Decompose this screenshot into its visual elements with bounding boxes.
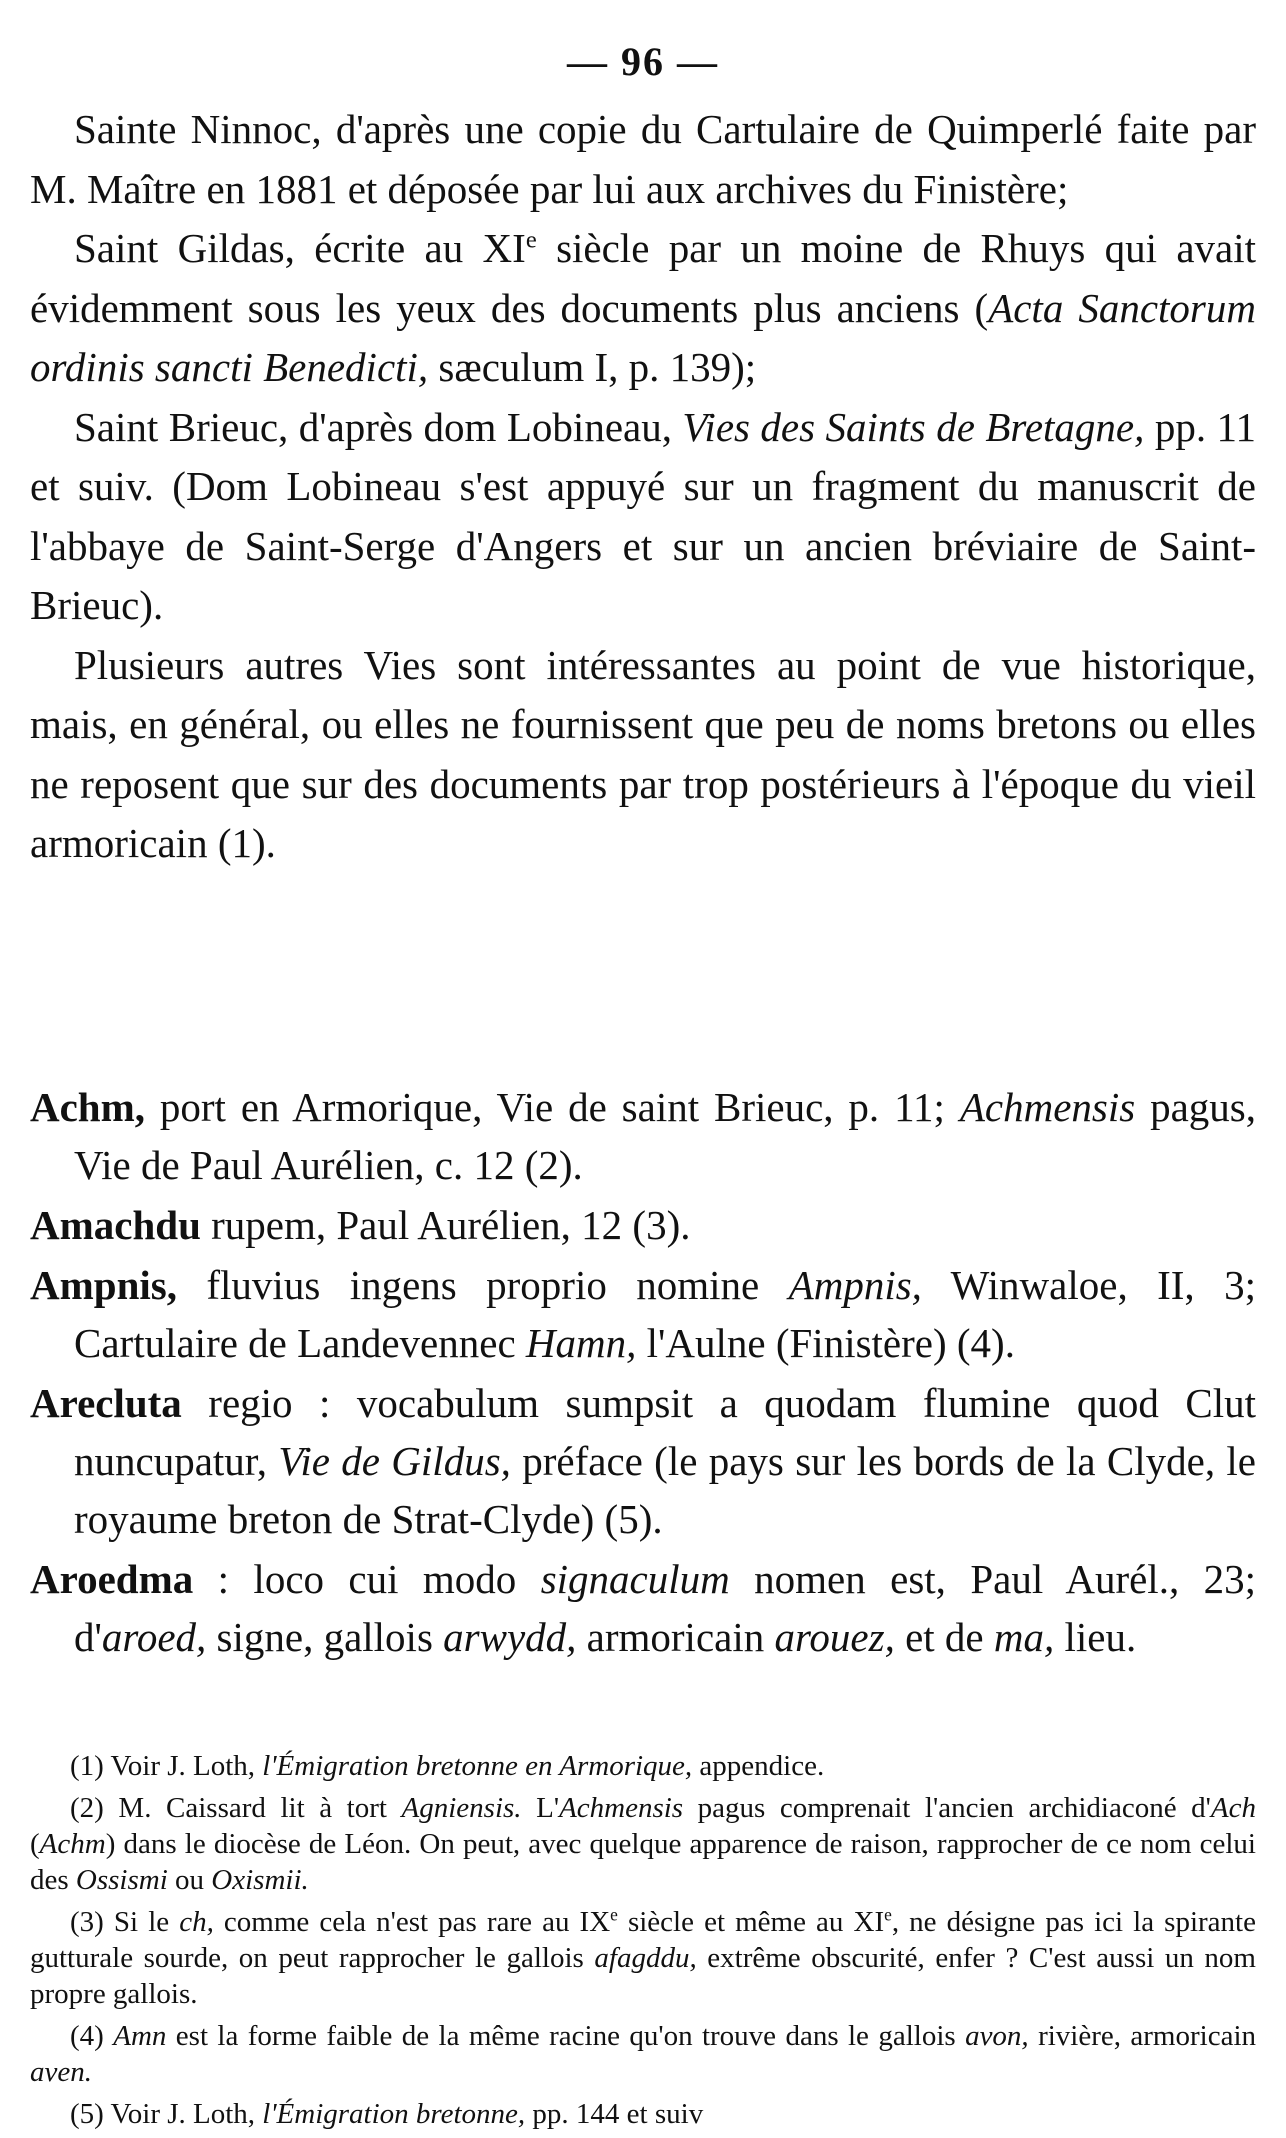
- glossary-entry-amachdu: [30, 1196, 1256, 1254]
- entry-text: port en Armorique, Vie de saint Brieuc, p. 11;: [145, 1084, 960, 1130]
- entry-text: l'Aulne (Finistère) (4).: [636, 1320, 1015, 1366]
- footnote-mark: (5): [70, 2098, 104, 2130]
- entry-text: lieu.: [1054, 1614, 1137, 1660]
- glossary-entry-arecluta: [30, 1374, 1256, 1548]
- paragraph-text: Plusieurs autres Vies sont intéressantes au point de vue historique, mais, en général, ou elles ne fournissent que peu de noms bretons ou elles ne reposent que sur des documents par trop postérieurs à l'époque du vieil armoricain (1).: [30, 641, 1256, 866]
- paragraph-saint-gildas: [30, 219, 1256, 398]
- footnote-italic: l'Émigration bretonne,: [262, 2098, 526, 2130]
- paragraph-saint-brieuc: [30, 398, 1256, 636]
- footnote-mark: (2): [70, 1792, 104, 1824]
- paragraph-text: pp. 11 et suiv. (Dom Lobineau s'est appuyé sur un fragment du manuscrit de l'abbaye de Saint-Serge d'Angers et sur un ancien bréviaire de Saint-Brieuc).: [30, 403, 1256, 628]
- entry-text: armoricain: [576, 1614, 775, 1660]
- glossary-list: [30, 1078, 1256, 1668]
- footnote-italic: Ossismi: [75, 1864, 168, 1896]
- footnote-italic: afagddu,: [594, 1942, 697, 1974]
- footnote-text: rivière, armoricain: [1028, 2020, 1257, 2052]
- entry-italic: aroed,: [101, 1614, 207, 1660]
- footnote-text: ) dans le diocèse de Léon. On peut, avec quelque apparence de raison, rapprocher de ce nom celui des: [30, 1828, 1256, 1896]
- footnote-text: [104, 2020, 113, 2052]
- footnote-italic: Achm: [39, 1828, 106, 1860]
- footnote-text: pp. 144 et suiv: [525, 2098, 704, 2130]
- entry-headword: Achm,: [30, 1084, 146, 1130]
- entry-italic: arouez,: [774, 1614, 895, 1660]
- footnote-italic: Achmensis: [559, 1792, 684, 1824]
- paragraph-sainte-ninnoc: [30, 100, 1256, 219]
- italic-title: Vies des Saints de Bretagne,: [682, 403, 1145, 450]
- entry-headword: Aroedma: [30, 1556, 194, 1602]
- footnote-italic: Amn: [113, 2020, 167, 2052]
- entry-text: pagus, Vie de Paul Aurélien, c. 12 (2).: [74, 1084, 1256, 1188]
- footnote-mark: (3): [70, 1906, 104, 1938]
- footnote-text: Voir J. Loth,: [103, 2098, 263, 2130]
- entry-text: préface (le pays sur les bords de la Clyde, le royaume breton de Strat-Clyde) (5).: [74, 1438, 1256, 1542]
- footnote-3: [30, 1904, 1256, 2012]
- entry-italic: arwydd,: [443, 1614, 577, 1660]
- entry-italic: ma,: [993, 1614, 1055, 1660]
- footnote-italic: aven.: [30, 2056, 92, 2088]
- footnote-text: , ne désigne pas ici la spirante gutturale sourde, on peut rapprocher le gallois: [30, 1906, 1256, 1974]
- footnote-text: Voir J. Loth,: [103, 1750, 263, 1782]
- entry-text: nomen est, Paul Aurél., 23; d': [74, 1556, 1256, 1660]
- footnote-text: comme cela n'est pas rare au IX: [213, 1906, 611, 1938]
- entry-headword: Arecluta: [30, 1380, 182, 1426]
- superscript: e: [610, 1904, 618, 1925]
- paragraph-autres-vies: [30, 636, 1256, 874]
- paragraph-text: sæculum I, p. 139);: [428, 344, 757, 390]
- glossary-entry-achm: [30, 1078, 1256, 1194]
- footnote-italic: l'Émigration bretonne en Armorique,: [262, 1750, 693, 1782]
- glossary-entry-aroedma: [30, 1550, 1256, 1666]
- footnote-text: siècle et même au XI: [617, 1906, 885, 1938]
- entry-italic: Vie de Gildus,: [278, 1438, 511, 1484]
- entry-text: signe, gallois: [206, 1614, 444, 1660]
- footnote-2: [30, 1790, 1256, 1898]
- footnote-italic: Agniensis.: [401, 1792, 522, 1824]
- superscript: e: [884, 1904, 892, 1925]
- footnote-5: [30, 2096, 1256, 2132]
- footnote-text: (: [30, 1828, 40, 1860]
- footnote-text: appendice.: [692, 1750, 825, 1782]
- footnote-italic: ch,: [179, 1906, 214, 1938]
- footnote-text: est la forme faible de la même racine qu'on trouve dans le gallois: [166, 2020, 966, 2052]
- paragraph-text: Sainte Ninnoc, d'après une copie du Cartulaire de Quimperlé faite par M. Maître en 1881 et déposée par lui aux archives du Finistère;: [30, 106, 1256, 212]
- entry-italic: signaculum: [540, 1556, 730, 1602]
- footnotes: [30, 1748, 1256, 2138]
- italic-title: Acta Sanctorum ordinis sancti Benedicti,: [30, 284, 1256, 390]
- body-text: [30, 100, 1256, 874]
- footnote-mark: (4): [70, 2020, 104, 2052]
- footnote-text: pagus comprenait l'ancien archidiaconé d': [683, 1792, 1211, 1824]
- entry-headword: Amachdu: [30, 1202, 201, 1248]
- entry-text: Winwaloe, II, 3; Cartulaire de Landevennec: [74, 1262, 1256, 1366]
- paragraph-text: Saint Brieuc, d'après dom Lobineau,: [74, 403, 683, 450]
- entry-text: rupem, Paul Aurélien, 12 (3).: [200, 1202, 691, 1248]
- entry-italic: Achmensis: [959, 1084, 1136, 1130]
- footnote-italic: avon,: [965, 2020, 1029, 2052]
- footnote-mark: (1): [70, 1750, 104, 1782]
- footnote-4: [30, 2018, 1256, 2090]
- footnote-1: [30, 1748, 1256, 1784]
- entry-italic: Ampnis,: [788, 1262, 922, 1308]
- entry-text: fluvius ingens proprio nomine: [176, 1262, 789, 1308]
- superscript: e: [525, 226, 537, 254]
- footnote-italic: Ach: [1210, 1792, 1256, 1824]
- footnote-text: L': [521, 1792, 560, 1824]
- paragraph-text: Saint Gildas, écrite au XI: [74, 225, 526, 271]
- footnote-text: ou: [167, 1864, 212, 1896]
- paragraph-text: siècle par un moine de Rhuys qui avait évidemment sous les yeux des documents plus anciens (: [30, 225, 1256, 331]
- entry-italic: Hamn,: [525, 1320, 637, 1366]
- entry-headword: Ampnis,: [30, 1262, 177, 1308]
- footnote-text: extrême obscurité, enfer ? C'est aussi un nom propre gallois.: [30, 1942, 1256, 2010]
- footnote-text: M. Caissard lit à tort: [103, 1792, 402, 1824]
- glossary-entry-ampnis: [30, 1256, 1256, 1372]
- entry-text: et de: [894, 1614, 994, 1660]
- entry-text: regio : vocabulum sumpsit a quodam flumine quod Clut nuncupatur,: [74, 1380, 1256, 1484]
- footnote-italic: Oxismii.: [211, 1864, 309, 1896]
- entry-text: : loco cui modo: [193, 1556, 541, 1602]
- footnote-text: Si le: [103, 1906, 180, 1938]
- page-number: — 96 —: [567, 39, 719, 84]
